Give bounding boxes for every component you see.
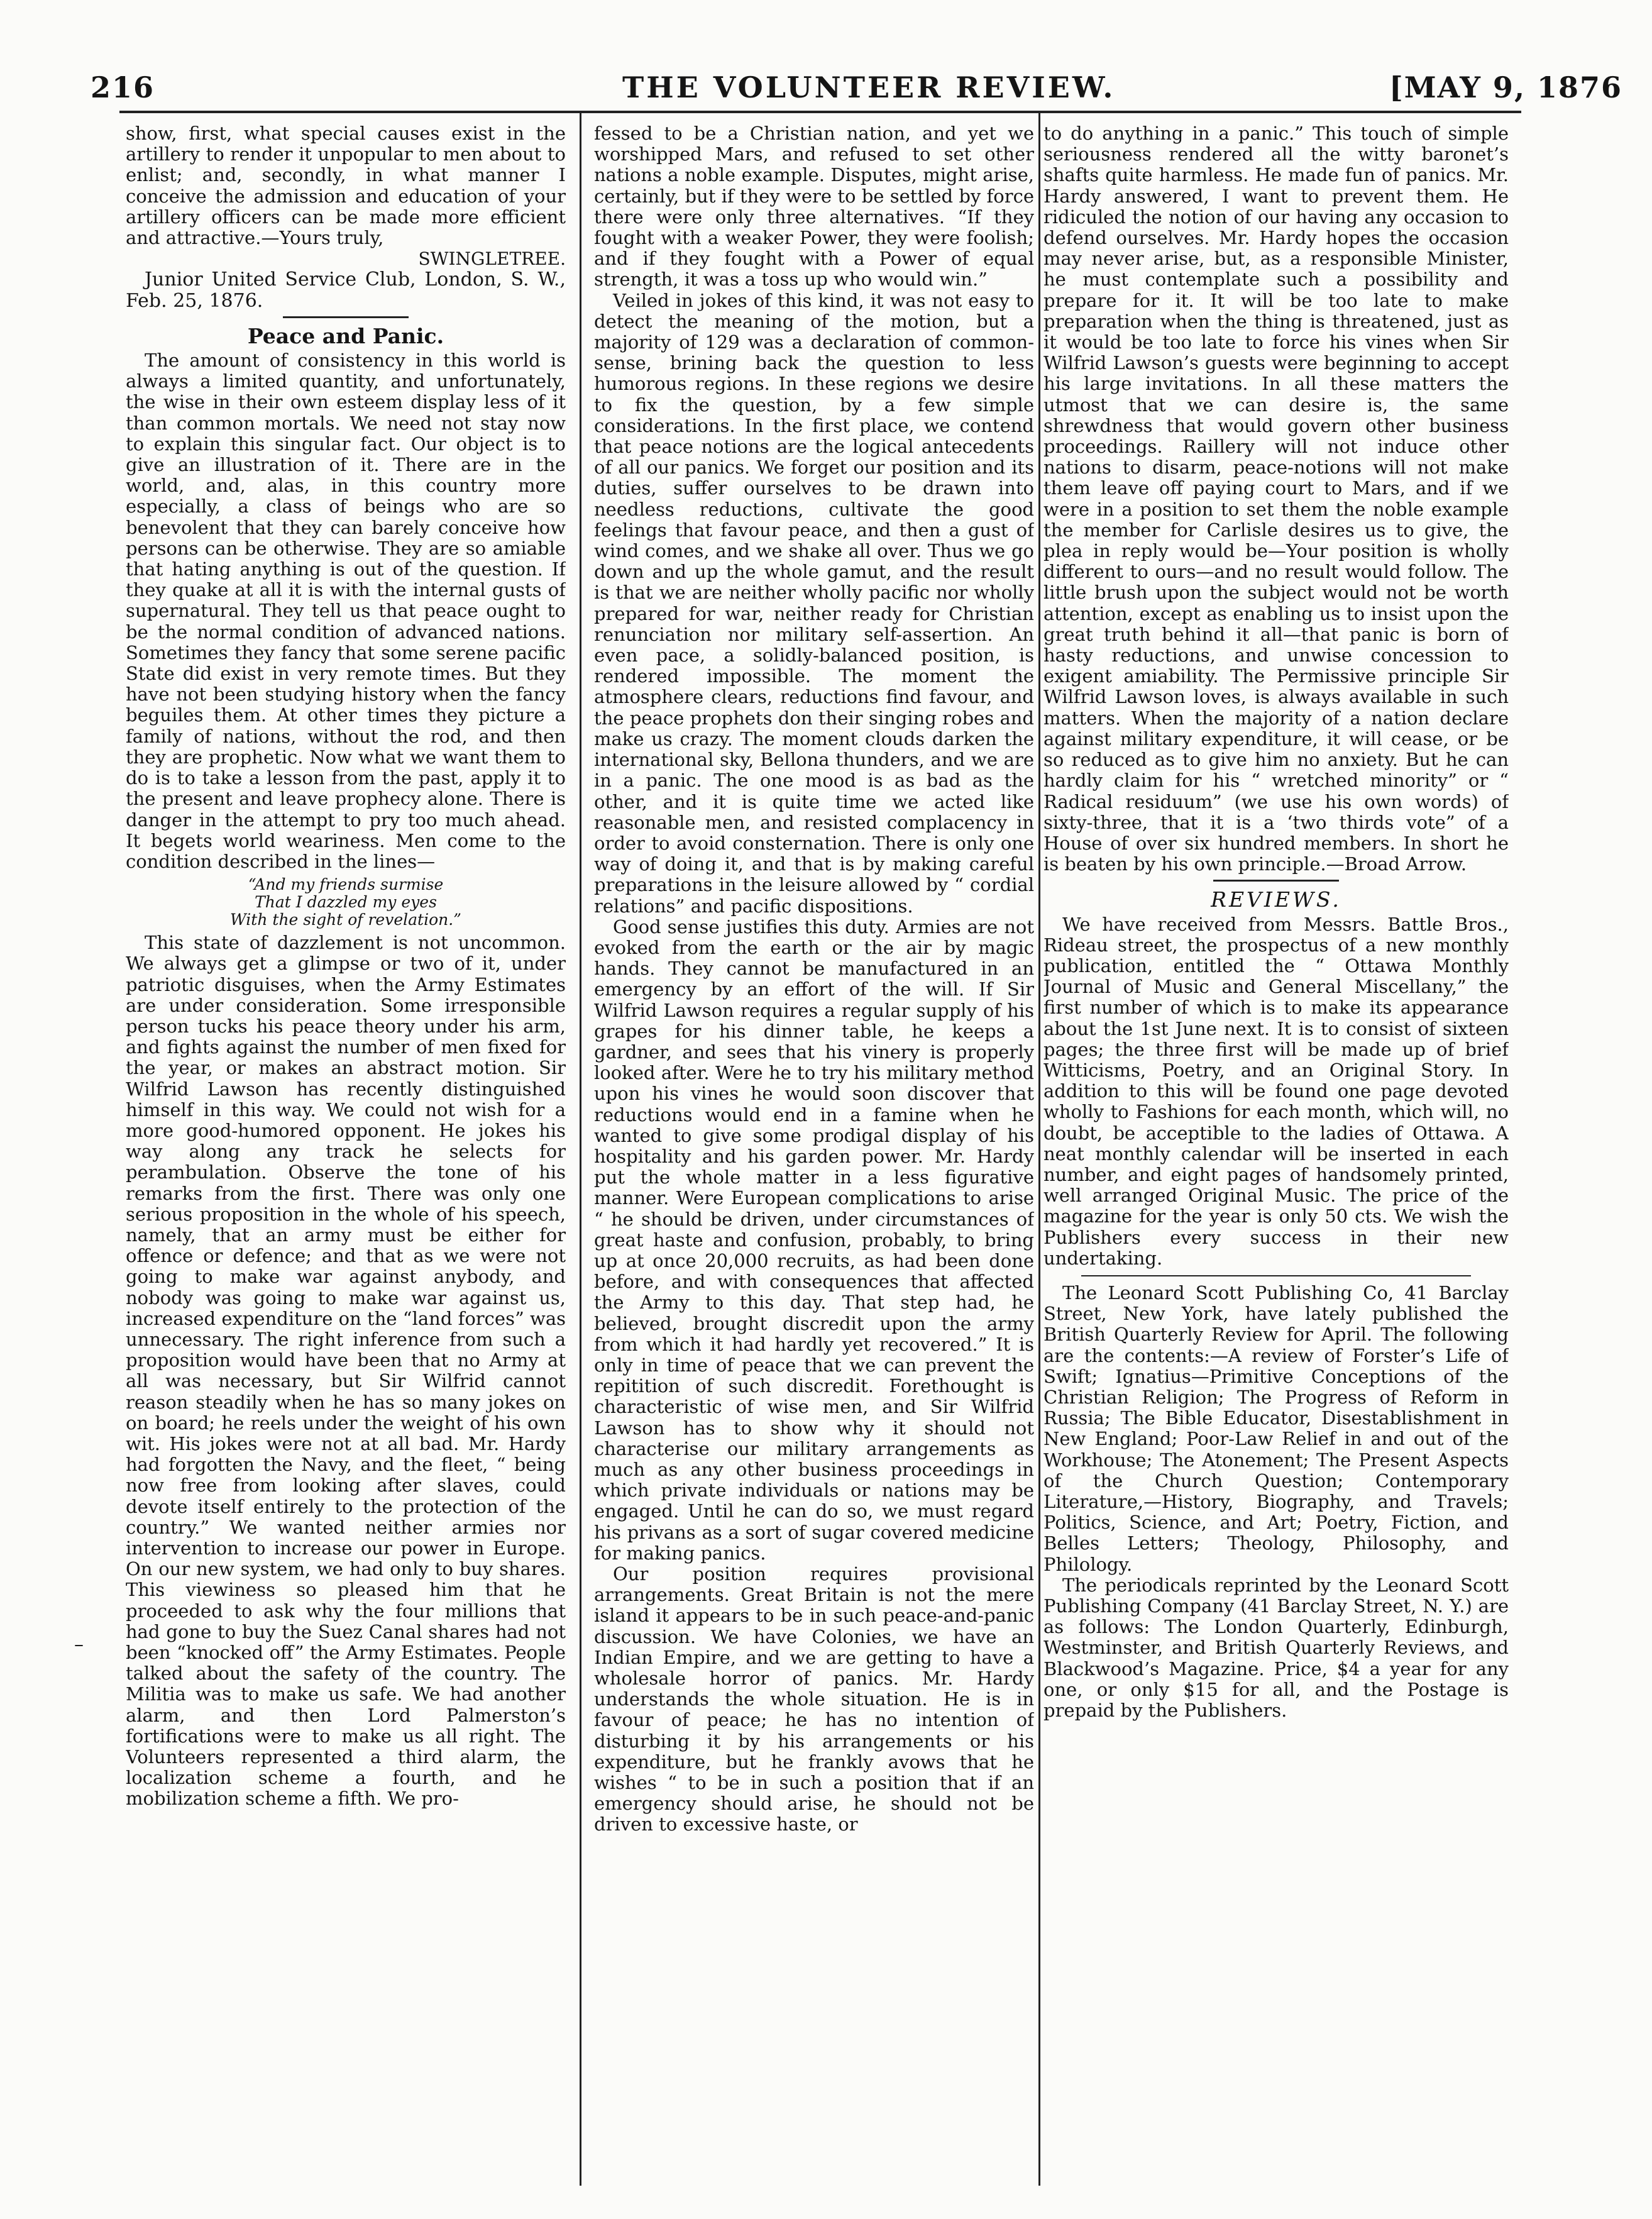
review-paragraph: The Leonard Scott Publishing Co, 41 Barclay Street, New York, have lately published the British Quarterly Review for April. The following are the contents:—A review of Forster’s Life of Swift; Ignatius—Primitive Conceptions of the Christian Religion; The Progress of Reform in Russia; The Bible Educator, Disestablishment in New England; Poor-Law Relief in and out of the Workhouse; The Atonement; The Present Aspects of the Church Question; Contemporary Literature,—History, Biography, and Travels; Politics, Science, and Art; Poetry, Fiction, and Belles Letters; Theology, Philosophy, and Philology.	[1044, 1281, 1509, 1575]
column-divider	[580, 111, 581, 2186]
review-paragraph: The periodicals reprinted by the Leonard Scott Publishing Company (41 Barclay Street, N. Y.) are as follows: The London Quarterly, Edinburgh, Westminster, and British Quarterly Reviews, and Blackwood’s Magazine. Price, $4 a year for any one, or only $15 for all, and the Postage is prepaid by the Publishers.	[1044, 1574, 1509, 1722]
verse-quote	[126, 876, 566, 929]
section-rule	[1081, 1275, 1471, 1276]
verse-line: With the sight of revelation.”	[230, 910, 461, 929]
verse-line: That I dazzled my eyes	[255, 893, 437, 912]
reviews-heading: REVIEWS.	[1211, 887, 1341, 912]
article-paragraph: to do anything in a panic.” This touch of simple seriousness rendered all the witty baronet’s shafts quite harmless. He made fun of panics. Mr. Hardy answered, I want to prevent them. He ridiculed the notion of our having any occasion to defend ourselves. Mr. Hardy hopes the occasion may never arise, but, as a responsible Minister, he must contemplate such a possibility and prepare for it. It will be too late to make preparation when the thing is threatened, just as it would be too late to force his vines when Sir Wilfrid Lawson’s guests were beginning to accept his large invitations. In all these matters the utmost that we can desire is, the same shrewdness that would govern other business proceedings. Raillery will not induce other nations to disarm, peace-notions will not make them leave off paying court to Mars, and if we were in a position to set them the noble example the member for Carlisle desires us to give, the plea in reply would be—Your position is wholly different to ours—and no result would follow. The little brush upon the subject would not be worth attention, except as enabling us to insist upon the great truth behind it all—that panic is born of hasty reductions, and unwise concession to exigent amiability. The Permissive principle Sir Wilfrid Lawson loves, is always available in such matters. When the majority of a nation declare against military expenditure, it will cease, or be so reduced as to give him no anxiety. But he can hardly claim for his “ wretched minority” or “ Radical residuum” (we use his own words) of sixty-three, that it is a ‘two thirds vote” of a House of over six hundred members. In short he is beaten by his own principle.—Broad Arrow.	[1044, 123, 1509, 875]
column-1	[126, 123, 566, 2192]
verse-line: “And my friends surmise	[248, 875, 444, 894]
article-title: Peace and Panic.	[247, 323, 444, 348]
letter-address: Junior United Service Club, London, S. W., Feb. 25, 1876.	[126, 268, 566, 312]
review-paragraph: We have received from Messrs. Battle Bros., Rideau street, the prospectus of a new monthly publication, entitled the “ Ottawa Monthly Journal of Music and General Miscellany,” the first number of which is to make its appearance about the 1st June next. It is to consist of sixteen pages; the three first will be made up of brief Witticisms, Poetry, and an Original Story. In addition to this will be found one page devoted wholly to Fashions for each month, which will, no doubt, be acceptible to the ladies of Ottawa. A neat monthly calendar will be inserted in each number, and eight pages of handsomely printed, well arranged Original Music. The price of the magazine for the year is only 50 cts. We wish the Publishers every success in their new undertaking.	[1044, 913, 1509, 1269]
header-rule	[119, 111, 1521, 113]
newspaper-title: THE VOLUNTEER REVIEW.	[622, 70, 1116, 104]
column-3	[1044, 123, 1509, 2192]
article-paragraph: This state of dazzlement is not uncommon. We always get a glimpse or two of it, under patriotic disguises, when the Army Estimates are under consideration. Some irresponsible person tucks his peace theory under his arm, and fights against the number of men fixed for the year, or makes an abstract motion. Sir Wilfrid Lawson has recently distinguished himself in this way. We could not wish for a more good-humored opponent. He jokes his way along any track he selects for perambulation. Observe the tone of his remarks from the first. There was only one serious proposition in the whole of his speech, namely, that an army must be either for offence or defence; and that as we were not going to make war against anybody, and nobody was going to make war against us, increased expenditure on the “land forces” was unnecessary. The right inference from such a proposition would have been that no Army at all was necessary, but Sir Wilfrid cannot reason steadily when he has so many jokes on on board; he reels under the weight of his own wit. His jokes were not at all bad. Mr. Hardy had forgotten the Navy, and the fleet, “ being now free from looking after slaves, could devote itself entirely to the protection of the country.” We wanted neither armies nor intervention to increase our power in Europe. On our new system, we had only to buy shares. This viewiness so pleased him that he proceeded to ask why the four millions that had gone to buy the Suez Canal shares had not been “knocked off” the Army Estimates. People talked about the safety of the country. The Militia was to make us safe. We had another alarm, and then Lord Palmerston’s fortifications were to make us all right. The Volunteers represented a third alarm, the localization scheme a fourth, and he mobilization scheme a fifth. We pro-	[126, 932, 566, 1810]
letter-ending: show, first, what special causes exist in the artillery to render it unpopular to men about to enlist; and, secondly, in what manner I conceive the admission and education of your artillery officers can be made more efficient and attractive.—Yours truly,	[126, 123, 566, 249]
article-paragraph: Good sense justifies this duty. Armies are not evoked from the earth or the air by magic hands. They cannot be manufactured in an emergency by an effort of the will. If Sir Wilfrid Lawson requires a regular supply of his grapes for his dinner table, he keeps a gardner, and sees that his vinery is properly looked after. Were he to try his military method upon his vines he would soon discover that reductions would end in a famine when he wanted to give some prodigal display of his hospitality and his garden power. Mr. Hardy put the whole matter in a less figurative manner. Were European complications to arise “ he should be driven, under circumstances of great haste and confusion, probably, to bring up at once 20,000 recruits, as had been done before, and with consequences that affected the Army to this day. That step had, he believed, brought discredit upon the army from which it had hardly yet recovered.” It is only in time of peace that we can prevent the repitition of such discredit. Forethought is characteristic of wise men, and Sir Wilfrid Lawson has to show why it should not characterise our military arrangements as much as any other business proceedings in which private individuals or nations may be engaged. Until he can do so, we must regard his privans as a sort of sugar covered medicine for making panics.	[594, 916, 1034, 1564]
article-paragraph: The amount of consistency in this world is always a limited quantity, and unfortunately, the wise in their own esteem display less of it than common mortals. We need not stay now to explain this singular fact. Our object is to give an illustration of it. There are in the world, and, alas, in this country more especially, a class of beings who are so benevolent that they can barely conceive how persons can be otherwise. They are so amiable that hating anything is out of the question. If they quake at all it is with the internal gusts of supernatural. They tell us that peace ought to be the normal condition of advanced nations. Sometimes they fancy that some serene pacific State did exist in very remote times. But they have not been studying history when the fancy beguiles them. At other times they picture a family of nations, without the rod, and then they are prophetic. Now what we want them to do is to take a lesson from the past, apply it to the present and leave prophecy alone. There is danger in the attempt to pry too much ahead. It begets world weariness. Men come to the condition described in the lines—	[126, 350, 566, 872]
page-number: 216	[91, 70, 155, 104]
margin-mark: –	[74, 1634, 84, 1656]
article-paragraph: Our position requires provisional arrangements. Great Britain is not the mere island it appears to be in such peace-and-panic discussion. We have Colonies, we have an Indian Empire, and we are getting to have a wholesale horror of panics. Mr. Hardy understands the whole situation. He is in favour of peace; he has no intention of disturbing it by his arrangements or his expenditure, but he frankly avows that he wishes “ to be in such a position that if an emergency should arise, he should not be driven to excessive haste, or	[594, 1563, 1034, 1835]
column-divider	[1038, 111, 1040, 2186]
article-paragraph: fessed to be a Christian nation, and yet we worshipped Mars, and refused to set other nations a noble example. Disputes, might arise, certainly, but if they were to be settled by force there were only three alternatives. “If they fought with a weaker Power, they were foolish; and if they fought with a Power of equal strength, it was a toss up who would win.”	[594, 123, 1034, 291]
article-paragraph: Veiled in jokes of this kind, it was not easy to detect the meaning of the motion, but a majority of 129 was a declaration of common-sense, brining back the question to less humorous regions. In these regions we desire to fix the question, by a few simple considerations. In the first place, we contend that peace notions are the logical antecedents of all our panics. We forget our position and its duties, suffer ourselves to be drawn into needless reductions, cultivate the good feelings that favour peace, and then a gust of wind comes, and we shake all over. Thus we go down and up the whole gamut, and the result is that we are neither wholly pacific nor wholly prepared for war, neither ready for Christian renunciation nor military self-assertion. An even pace, a solidly-balanced position, is rendered impossible. The moment the atmosphere clears, reductions find favour, and the peace prophets don their singing robes and make us crazy. The moment clouds darken the international sky, Bellona thunders, and we are in a panic. The one mood is as bad as the other, and it is quite time we acted like reasonable men, and resisted complacency in order to avoid consternation. There is only one way of doing it, and that is by making careful preparations in the leisure allowed by “ cordial relations” and pacific dispositions.	[594, 289, 1034, 917]
issue-date: [MAY 9, 1876	[1389, 70, 1622, 104]
section-rule	[283, 316, 409, 318]
letter-signature: SWINGLETREE.	[418, 248, 566, 270]
column-2	[594, 123, 1034, 2192]
section-rule	[1213, 880, 1339, 882]
